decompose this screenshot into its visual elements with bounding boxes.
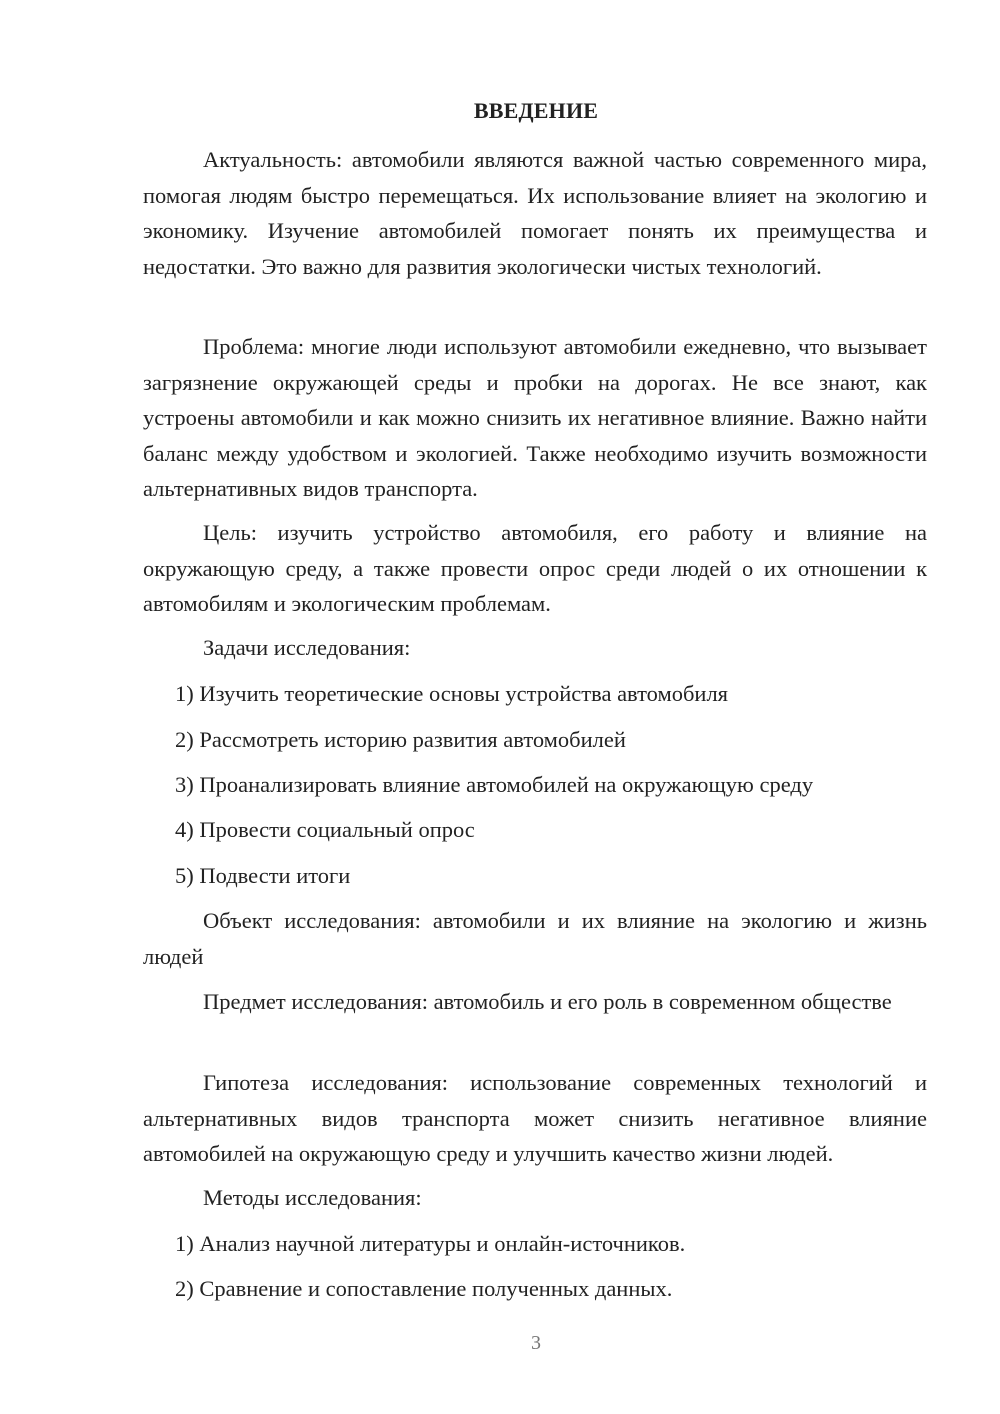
task-item: 4) Провести социальный опрос	[175, 817, 475, 842]
method-item: 1) Анализ научной литературы и онлайн-источников.	[175, 1231, 686, 1256]
methods-title: Методы исследования:	[203, 1185, 422, 1210]
section-heading: ВВЕДЕНИЕ	[473, 98, 599, 123]
tasks-title: Задачи исследования:	[203, 635, 411, 660]
subject-paragraph: Предмет исследования: автомобиль и его роль в современном обществе	[203, 989, 892, 1014]
task-item: 2) Рассмотреть историю развития автомобилей	[175, 727, 626, 752]
task-item: 3) Проанализировать влияние автомобилей на окружающую среду	[175, 772, 814, 797]
object-paragraph: Объект исследования: автомобили и их влияние на экологию и жизнь людей	[143, 908, 927, 969]
page-number: 3	[531, 1332, 541, 1354]
task-item: 5) Подвести итоги	[175, 863, 351, 888]
relevance-paragraph: Актуальность: автомобили являются важной частью современного мира, помогая людям быстро перемещаться. Их использование влияет на экологию и экономику. Изучение автомобилей помогает понять их преимущества и недостатки. Это важно для развития экологически чистых технологий.	[143, 147, 927, 279]
method-item: 2) Сравнение и сопоставление полученных данных.	[175, 1276, 673, 1301]
task-item: 1) Изучить теоретические основы устройства автомобиля	[175, 681, 729, 706]
problem-paragraph: Проблема: многие люди используют автомобили ежедневно, что вызывает загрязнение окружающей среды и пробки на дорогах. Не все знают, как устроены автомобили и как можно снизить их негативное влияние. Важно найти баланс между удобством и экологией. Также необходимо изучить возможности альтернативных видов транспорта.	[143, 334, 927, 501]
goal-paragraph: Цель: изучить устройство автомобиля, его работу и влияние на окружающую среду, а также провести опрос среди людей о их отношении к автомобилям и экологическим проблемам.	[143, 520, 927, 616]
hypothesis-paragraph: Гипотеза исследования: использование современных технологий и альтернативных видов транспорта может снизить негативное влияние автомобилей на окружающую среду и улучшить качество жизни людей.	[143, 1070, 927, 1166]
